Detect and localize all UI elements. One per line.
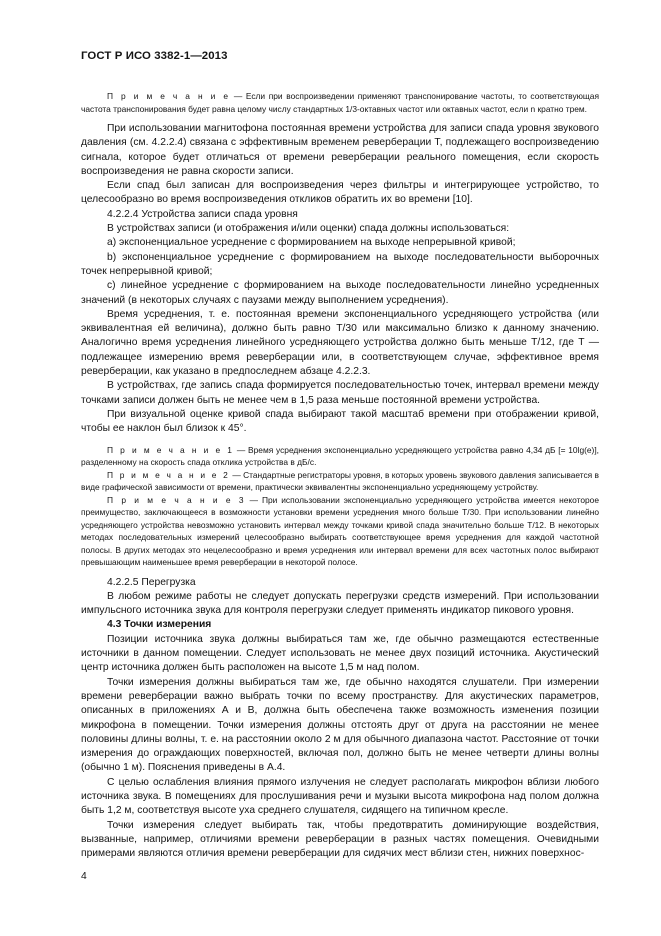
section-heading-4-2-2-4: 4.2.2.4 Устройства записи спада уровня	[107, 208, 298, 220]
section-heading-4-2-2-5: 4.2.2.5 Перегрузка	[107, 576, 196, 588]
paragraph: Точки измерения должны выбираться там же, где обычно находятся слушатели. При измерении времени реверберации важно выбрать точки по всему пространству. Для акустических параметров, описанных в приложениях А и В, должна быть обеспечена также возможность изменения позиции микрофона в помещении. Точки измерения должны отстоять друг от друга на расстоянии не менее половины длины волны, т. е. на расстоянии около 2 м для обычного диапазона частот. Расстояние от точки измерения до ограждающих поверхностей, включая пол, должно быть не менее четверти длины волны (обычно 1 м). Пояснения приведены в А.4.	[81, 676, 599, 774]
paragraph: С целью ослабления влияния прямого излучения не следует располагать микрофон вблизи любого источника звука. В помещениях для прослушивания речи и музыки высота микрофона над полом должна быть 1,2 м, соответствуя высоте уха среднего слушателя, сидящего на типичном кресле.	[81, 776, 599, 817]
page-header: ГОСТ Р ИСО 3382-1—2013	[81, 50, 228, 62]
note-text: — Время усреднения экспоненциально усредняющего устройства равно 4,34 дБ [= 10lg(e)], разделенному на скорость спада отклика устройства в дБ/с.	[81, 444, 599, 468]
page-content	[81, 90, 599, 861]
paragraph: Если спад был записан для воспроизведения через фильтры и интегрирующее устройство, то целесообразно во время воспроизведения откликов обратить их во времени [10].	[81, 180, 599, 206]
paragraph: Позиции источника звука должны выбираться там же, где обычно размещаются естественные источники в данном помещении. Следует использовать не менее двух позиций источника. Акустический центр источника должен быть расположен на высоте 1,5 м над полом.	[81, 633, 599, 674]
note-label: П р и м е ч а н и е 2	[107, 469, 231, 480]
note-label: П р и м е ч а н и е 1	[107, 444, 235, 455]
paragraph: В устройствах записи (и отображения и/или оценки) спада должны использоваться:	[107, 223, 510, 235]
paragraph: Точки измерения следует выбирать так, чтобы предотвратить доминирующие воздействия, вызванные, например, отличиями времени реверберации в разных частях помещения. Очевидными примерами являются отличия времени реверберации для сидячих мест вблизи стен, нижних поверхнос-	[81, 819, 599, 860]
list-item: c) линейное усреднение с формированием на выходе последовательности линейно усредненных значений (в некоторых случаях с паузами между выполнением усреднения).	[81, 280, 599, 306]
list-item: b) экспоненциальное усреднение с формированием на выходе последовательности выборочных точек непрерывной кривой;	[81, 251, 599, 277]
paragraph: В устройствах, где запись спада формируется последовательностью точек, интервал времени между точками записи должен быть не менее чем в 1,5 раза меньше постоянной времени устройства.	[81, 380, 599, 406]
page-number: 4	[81, 871, 87, 882]
note-2	[81, 469, 599, 494]
note-text: — Если при воспроизведении применяют транспонирование частоты, то соответствующая частота транспонирования будет равна целому числу стандартных 1/3-октавных частот или октавных частот, если n кратно трем.	[81, 91, 599, 114]
paragraph: При использовании магнитофона постоянная времени устройства для записи спада уровня звукового давления (см. 4.2.2.4) связана с эффективным временем реверберации T, подлежащего воспроизведению сигнала, которое будет отличаться от времени реверберации реального помещения, если скорость воспроизведения не равна скорости записи.	[81, 123, 599, 177]
note-text: — Стандартные регистраторы уровня, в которых уровень звукового давления записывается в виде графической зависимости от времени, практически эквивалентны экспоненциально усредняющему устройству.	[81, 469, 599, 493]
note-text: — При использовании экспоненциально усредняющего устройства имеется некоторое преимущество, заключающееся в возможности установки времени усреднения много больше T/30. При использовании линейно усредняющего устройства невозможно установить интервал между точками кривой спада значительно больше T/12. В некоторых методах последовательных измерений целесообразно выбирать соответствующее время усреднения для каждой частотной полосы. В других методах это нецелесообразно и время усреднения или интервал времени для всех частотных полос выбирают превышающим наименьшее время реверберации в некоторой полосе.	[81, 494, 599, 568]
note-transposition	[81, 90, 599, 115]
list-item: a) экспоненциальное усреднение с формированием на выходе непрерывной кривой;	[107, 237, 516, 249]
note-1	[81, 444, 599, 469]
section-heading-4-3: 4.3 Точки измерения	[107, 619, 212, 631]
paragraph: При визуальной оценке кривой спада выбирают такой масштаб времени при отображении кривой, чтобы ее наклон был близок к 45°.	[81, 408, 599, 435]
paragraph: В любом режиме работы не следует допускать перегрузки средств измерений. При использовании импульсного источника звука для контроля перегрузки следует применять индикатор пикового уровня.	[81, 590, 599, 617]
note-3	[81, 494, 599, 569]
note-label: П р и м е ч а н и е 3	[107, 494, 246, 505]
paragraph: Время усреднения, т. е. постоянная времени экспоненциального усредняющего устройства (или эквивалентная ей величина), должно быть равно T/30 или максимально близко к данному значению. Аналогично время усреднения линейного усредняющего устройства должно быть меньше T/12, где T — подлежащее измерению время реверберации или, в соответствующем случае, эффективное время реверберации, как указано в предпоследнем абзаце 4.2.2.3.	[81, 308, 599, 378]
note-label: П р и м е ч а н и е	[107, 91, 231, 101]
